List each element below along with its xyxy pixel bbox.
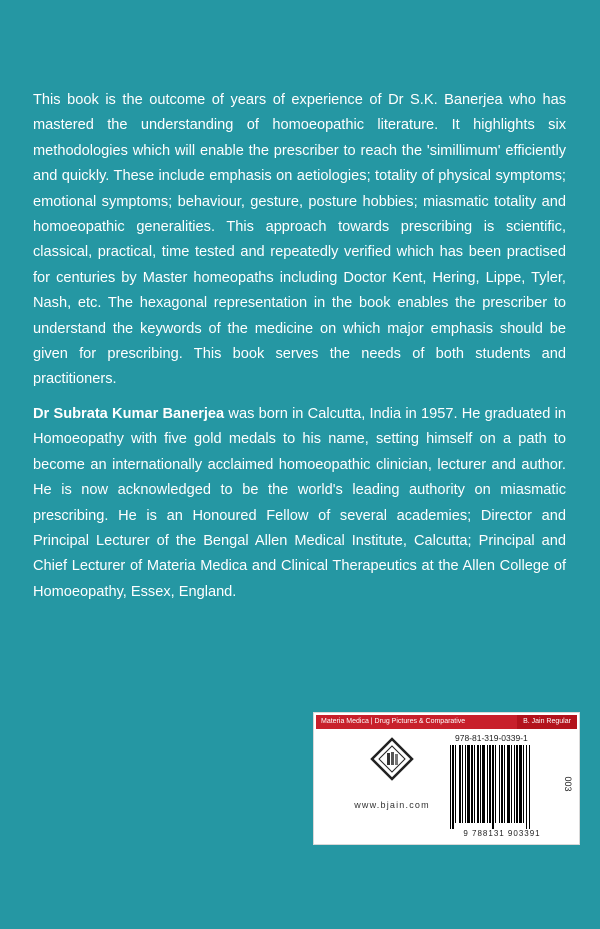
bjain-logo-icon	[370, 737, 414, 781]
website-text: www.bjain.com	[354, 800, 430, 810]
barcode-label	[313, 712, 580, 845]
series-text: B. Jain Regular	[517, 715, 577, 729]
author-bio-paragraph	[33, 402, 566, 605]
label-header	[316, 715, 577, 729]
barcode-bars	[448, 745, 556, 829]
category-text: Materia Medica | Drug Pictures & Comparative	[321, 718, 466, 725]
code-text: 003	[563, 776, 573, 792]
isbn-text: 978-81-319-0339-1	[455, 733, 528, 743]
back-cover-text	[33, 88, 566, 605]
barcode-digits: 9 788131 903391	[463, 829, 541, 838]
book-description-paragraph: This book is the outcome of years of experience of Dr S.K. Banerjea who has mastered the understanding of homoeopathic literature. It highlights six methodologies which will enable the prescriber to reach the 'simillimum' efficiently and quickly. These include emphasis on aetiologies; totality of physical symptoms; emotional symptoms; behaviour, gesture, posture hobbies; miasmatic totality and homoeopathic generalities. This approach towards prescribing is scientific, classical, practical, time tested and repeatedly verified which has been practised for centuries by Master homeopaths including Doctor Kent, Hering, Lippe, Tyler, Nash, etc. The hexagonal representation in the book enables the prescriber to understand the keywords of the medicine on which major emphasis should be given for prescribing. This book serves the needs of both students and practitioners.	[33, 92, 566, 388]
author-name: Dr Subrata Kumar Banerjea	[33, 405, 225, 422]
author-bio-text: was born in Calcutta, India in 1957. He graduated in Homoeopathy with five gold medals to his name, setting himself on a path to become an internationally acclaimed homoeopathic clinician, lecturer and author. He is now acknowledged to be the world's leading authority on miasmatic prescribing. He is an Honoured Fellow of several academies; Director and Principal Lecturer of the Bengal Allen Medical Institute, Calcutta; Principal and Chief Lecturer of Materia Medica and Clinical Therapeutics at the Allen College of Homoeopathy, Essex, England.	[33, 405, 566, 600]
